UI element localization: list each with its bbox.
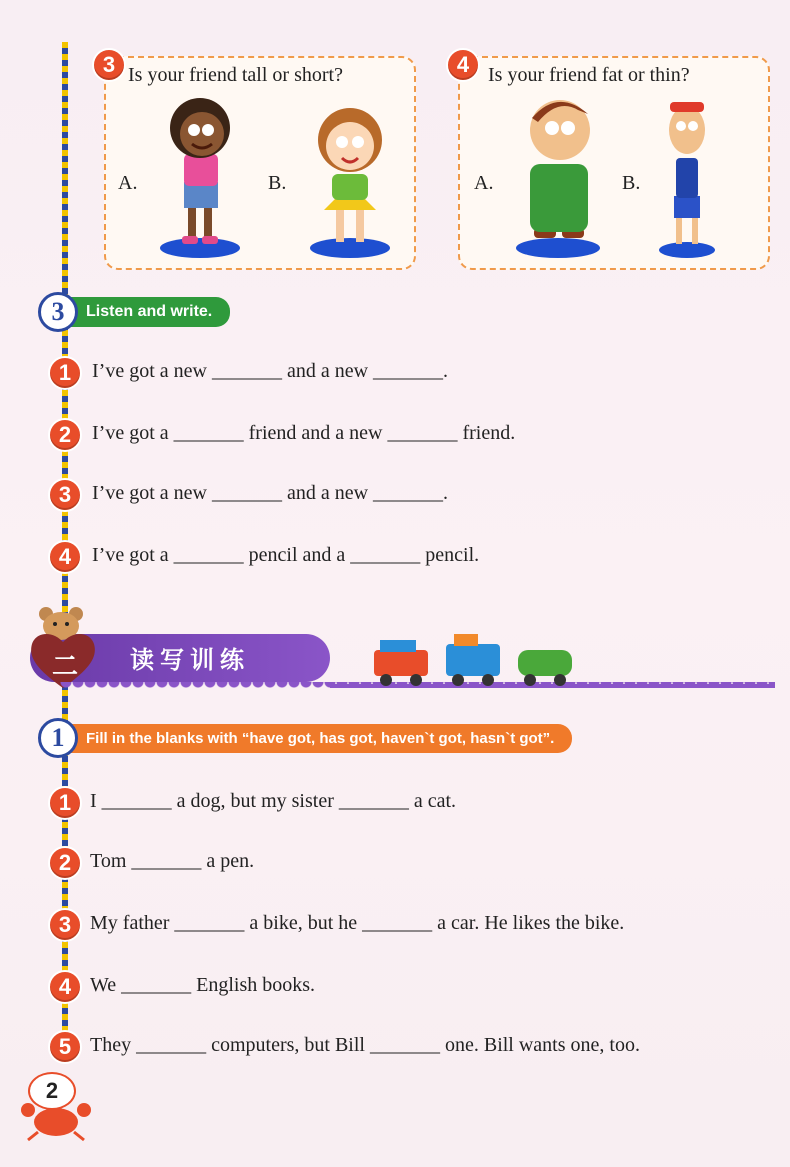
section-1-number: 1 [38, 718, 78, 758]
question-3-number: 3 [92, 48, 126, 82]
short-girl-illustration [300, 98, 410, 260]
s1-item-2-number: 2 [48, 846, 82, 880]
s1-item-1-text[interactable]: I _______ a dog, but my sister _______ a cat. [90, 790, 457, 812]
s3-item-2-number: 2 [48, 418, 82, 452]
s3-item-4-text[interactable]: I’ve got a _______ pencil and a _______ pencil. [92, 544, 480, 566]
s1-item-3-number: 3 [48, 908, 82, 942]
section-1-title: Fill in the blanks with “have got, has got, haven`t got, hasn`t got”. [64, 724, 572, 753]
s1-item-5-text[interactable]: They _______ computers, but Bill _______ one. Bill wants one, too. [90, 1034, 640, 1056]
question-3-option-a[interactable]: A. [118, 172, 138, 194]
s1-item-1-number: 1 [48, 786, 82, 820]
s3-item-1-text[interactable]: I’ve got a new _______ and a new _______. [92, 360, 449, 382]
question-4-option-b[interactable]: B. [622, 172, 641, 194]
s3-item-3-number: 3 [48, 478, 82, 512]
s1-item-4-text[interactable]: We _______ English books. [90, 974, 316, 996]
question-3-option-b[interactable]: B. [268, 172, 287, 194]
s1-item-2-text[interactable]: Tom _______ a pen. [90, 850, 255, 872]
section-1-banner [38, 722, 572, 754]
fat-boy-illustration [508, 88, 618, 260]
section-3-number: 3 [38, 292, 78, 332]
s1-item-5-number: 5 [48, 1030, 82, 1064]
question-4-option-a[interactable]: A. [474, 172, 494, 194]
s3-item-2-text[interactable]: I’ve got a _______ friend and a new _______ friend. [92, 422, 516, 444]
section-3-banner [38, 296, 230, 328]
tall-girl-illustration [150, 86, 260, 260]
s1-item-3-text[interactable]: My father _______ a bike, but he _______ a car. He likes the bike. [90, 912, 625, 934]
page-number: 2 [28, 1072, 76, 1110]
s3-item-1-number: 1 [48, 356, 82, 390]
s3-item-3-text[interactable]: I’ve got a new _______ and a new _______. [92, 482, 449, 504]
part-2-number: 二 [51, 652, 78, 682]
thin-boy-illustration [652, 96, 722, 260]
question-4-number: 4 [446, 48, 480, 82]
question-4-text: Is your friend fat or thin? [488, 64, 690, 86]
part-2-title: 读写训练 [130, 646, 250, 674]
question-3-text: Is your friend tall or short? [128, 64, 343, 86]
s3-item-4-number: 4 [48, 540, 82, 574]
s1-item-4-number: 4 [48, 970, 82, 1004]
section-3-title: Listen and write. [64, 297, 230, 327]
toy-train-illustration [370, 630, 580, 688]
